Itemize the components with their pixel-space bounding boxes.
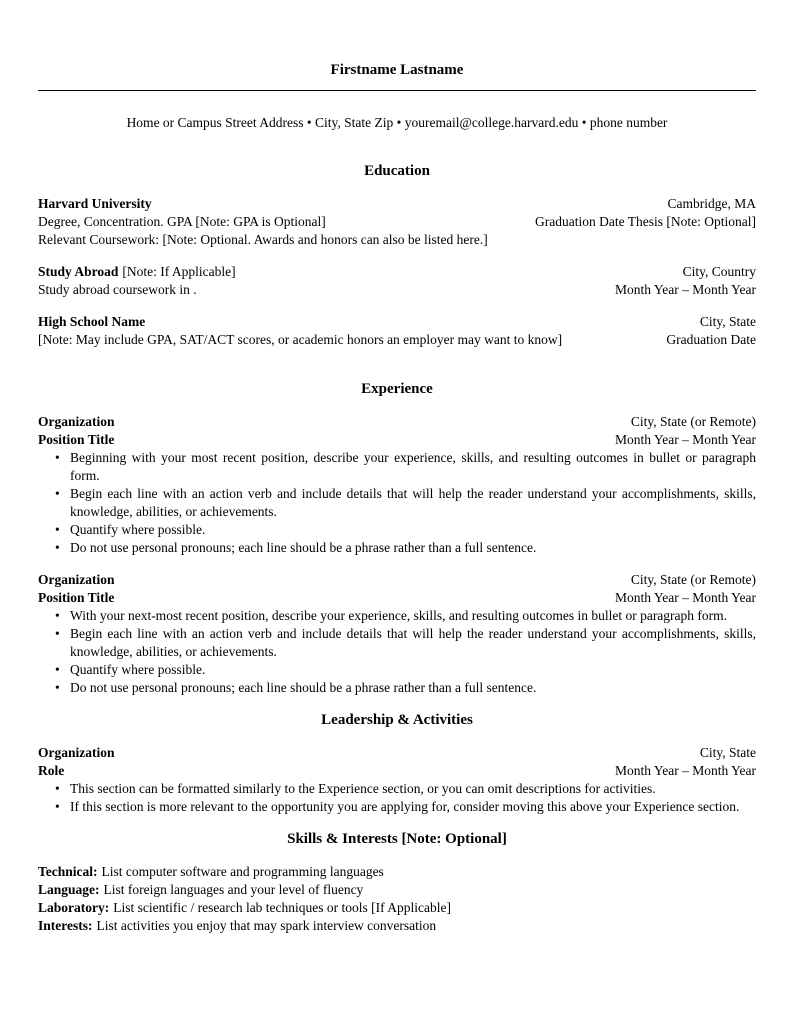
- education-entry-harvard: [38, 195, 756, 249]
- bullet-text: Do not use personal pronouns; each line should be a phrase rather than a full sentence.: [70, 540, 537, 555]
- bullet-text: Do not use personal pronouns; each line should be a phrase rather than a full sentence.: [70, 680, 537, 695]
- section-title-skills: Skills & Interests [Note: Optional]: [287, 831, 507, 847]
- skill-line-technical: [38, 863, 756, 881]
- bullet-icon: •: [55, 522, 60, 537]
- date-range: Month Year – Month Year: [614, 763, 756, 778]
- education-row-description: [38, 281, 756, 299]
- bullet-text: If this section is more relevant to the opportunity you are applying for, consider moving this above your Experience section.: [70, 799, 740, 814]
- institution-name: Study Abroad: [38, 264, 119, 279]
- date-range: Month Year – Month Year: [614, 432, 756, 447]
- bullet-icon: •: [55, 540, 60, 555]
- skill-label: Laboratory:: [38, 900, 110, 915]
- position-title: Position Title: [38, 590, 115, 605]
- section-title-experience: Experience: [361, 381, 433, 397]
- leadership-row-organization: [38, 744, 756, 762]
- bullet-icon: •: [55, 781, 60, 796]
- header-divider: [38, 90, 756, 91]
- bullet-item: [38, 607, 756, 625]
- bullet-item: [38, 449, 756, 485]
- bullet-item: [38, 521, 756, 539]
- date-range: Month Year – Month Year: [614, 282, 756, 297]
- experience-bullet-list: [38, 607, 756, 697]
- education-entry-study-abroad: [38, 263, 756, 299]
- skill-label: Language:: [38, 882, 100, 897]
- skill-line-language: [38, 881, 756, 899]
- skill-text: List activities you enjoy that may spark interview conversation: [96, 918, 437, 933]
- person-name: Firstname Lastname: [330, 62, 464, 78]
- education-row-degree: [38, 213, 756, 231]
- organization-name: Organization: [38, 414, 115, 429]
- experience-entry-2: [38, 571, 756, 697]
- organization-name: Organization: [38, 572, 115, 587]
- description-text: [Note: May include GPA, SAT/ACT scores, or academic honors an employer may want to know]: [38, 332, 563, 347]
- organization-name: Organization: [38, 745, 115, 760]
- bullet-text: Beginning with your most recent position, describe your experience, skills, and resulting outcomes in bullet or paragraph form.: [70, 450, 756, 483]
- degree-text: Degree, Concentration. GPA [Note: GPA is Optional]: [38, 214, 326, 229]
- bullet-item: [38, 679, 756, 697]
- bullet-text: This section can be formatted similarly to the Experience section, or you can omit descriptions for activities.: [70, 781, 656, 796]
- bullet-text: With your next-most recent position, describe your experience, skills, and resulting outcomes in bullet or paragraph form.: [70, 608, 728, 623]
- experience-row-position: [38, 589, 756, 607]
- position-title: Position Title: [38, 432, 115, 447]
- experience-row-organization: [38, 413, 756, 431]
- education-row-description: [38, 331, 756, 349]
- bullet-icon: •: [55, 799, 60, 814]
- organization-location: City, State (or Remote): [630, 414, 756, 429]
- skill-text: List foreign languages and your level of fluency: [103, 882, 364, 897]
- bullet-text: Begin each line with an action verb and include details that will help the reader understand your accomplishments, skills, knowledge, abilities, or achievements.: [70, 486, 756, 519]
- skill-line-laboratory: [38, 899, 756, 917]
- bullet-item: [38, 661, 756, 679]
- bullet-icon: •: [55, 486, 60, 501]
- education-row-institution: [38, 263, 756, 281]
- bullet-icon: •: [55, 626, 60, 641]
- bullet-item: [38, 625, 756, 661]
- coursework-text: Relevant Coursework: [Note: Optional. Awards and honors can also be listed here.]: [38, 232, 488, 247]
- skills-entry: [38, 863, 756, 935]
- institution-location: City, Country: [682, 264, 756, 279]
- bullet-item: [38, 485, 756, 521]
- experience-row-organization: [38, 571, 756, 589]
- organization-location: City, State: [699, 745, 756, 760]
- date-range: Month Year – Month Year: [614, 590, 756, 605]
- bullet-text: Quantify where possible.: [70, 662, 206, 677]
- role-title: Role: [38, 763, 65, 778]
- institution-location: Cambridge, MA: [667, 196, 756, 211]
- experience-row-position: [38, 431, 756, 449]
- bullet-item: [38, 798, 756, 816]
- bullet-item: [38, 780, 756, 798]
- bullet-text: Begin each line with an action verb and include details that will help the reader understand your accomplishments, skills, knowledge, abilities, or achievements.: [70, 626, 756, 659]
- bullet-icon: •: [55, 450, 60, 465]
- institution-line: [38, 263, 671, 281]
- experience-entry-1: [38, 413, 756, 557]
- education-row-institution: [38, 195, 756, 213]
- experience-bullet-list: [38, 449, 756, 557]
- leadership-bullet-list: [38, 780, 756, 816]
- organization-location: City, State (or Remote): [630, 572, 756, 587]
- institution-name: Harvard University: [38, 196, 152, 211]
- graduation-date: Graduation Date: [666, 332, 756, 347]
- skill-line-interests: [38, 917, 756, 935]
- education-row-institution: [38, 313, 756, 331]
- skill-label: Technical:: [38, 864, 98, 879]
- institution-location: City, State: [699, 314, 756, 329]
- leadership-entry: [38, 744, 756, 816]
- graduation-date: Graduation Date Thesis [Note: Optional]: [535, 214, 756, 229]
- education-row-coursework: [38, 231, 756, 249]
- skill-text: List scientific / research lab techniques or tools [If Applicable]: [113, 900, 452, 915]
- institution-name: High School Name: [38, 314, 146, 329]
- leadership-row-role: [38, 762, 756, 780]
- section-title-education: Education: [364, 163, 430, 179]
- description-text: Study abroad coursework in .: [38, 282, 197, 297]
- bullet-icon: •: [55, 680, 60, 695]
- skill-text: List computer software and programming languages: [101, 864, 384, 879]
- institution-note: [Note: If Applicable]: [122, 264, 236, 279]
- section-title-leadership: Leadership & Activities: [321, 712, 473, 728]
- contact-line: Home or Campus Street Address • City, State Zip • youremail@college.harvard.edu • phone number: [126, 115, 668, 130]
- bullet-icon: •: [55, 608, 60, 623]
- bullet-text: Quantify where possible.: [70, 522, 206, 537]
- skill-label: Interests:: [38, 918, 93, 933]
- bullet-icon: •: [55, 662, 60, 677]
- education-entry-high-school: [38, 313, 756, 349]
- bullet-item: [38, 539, 756, 557]
